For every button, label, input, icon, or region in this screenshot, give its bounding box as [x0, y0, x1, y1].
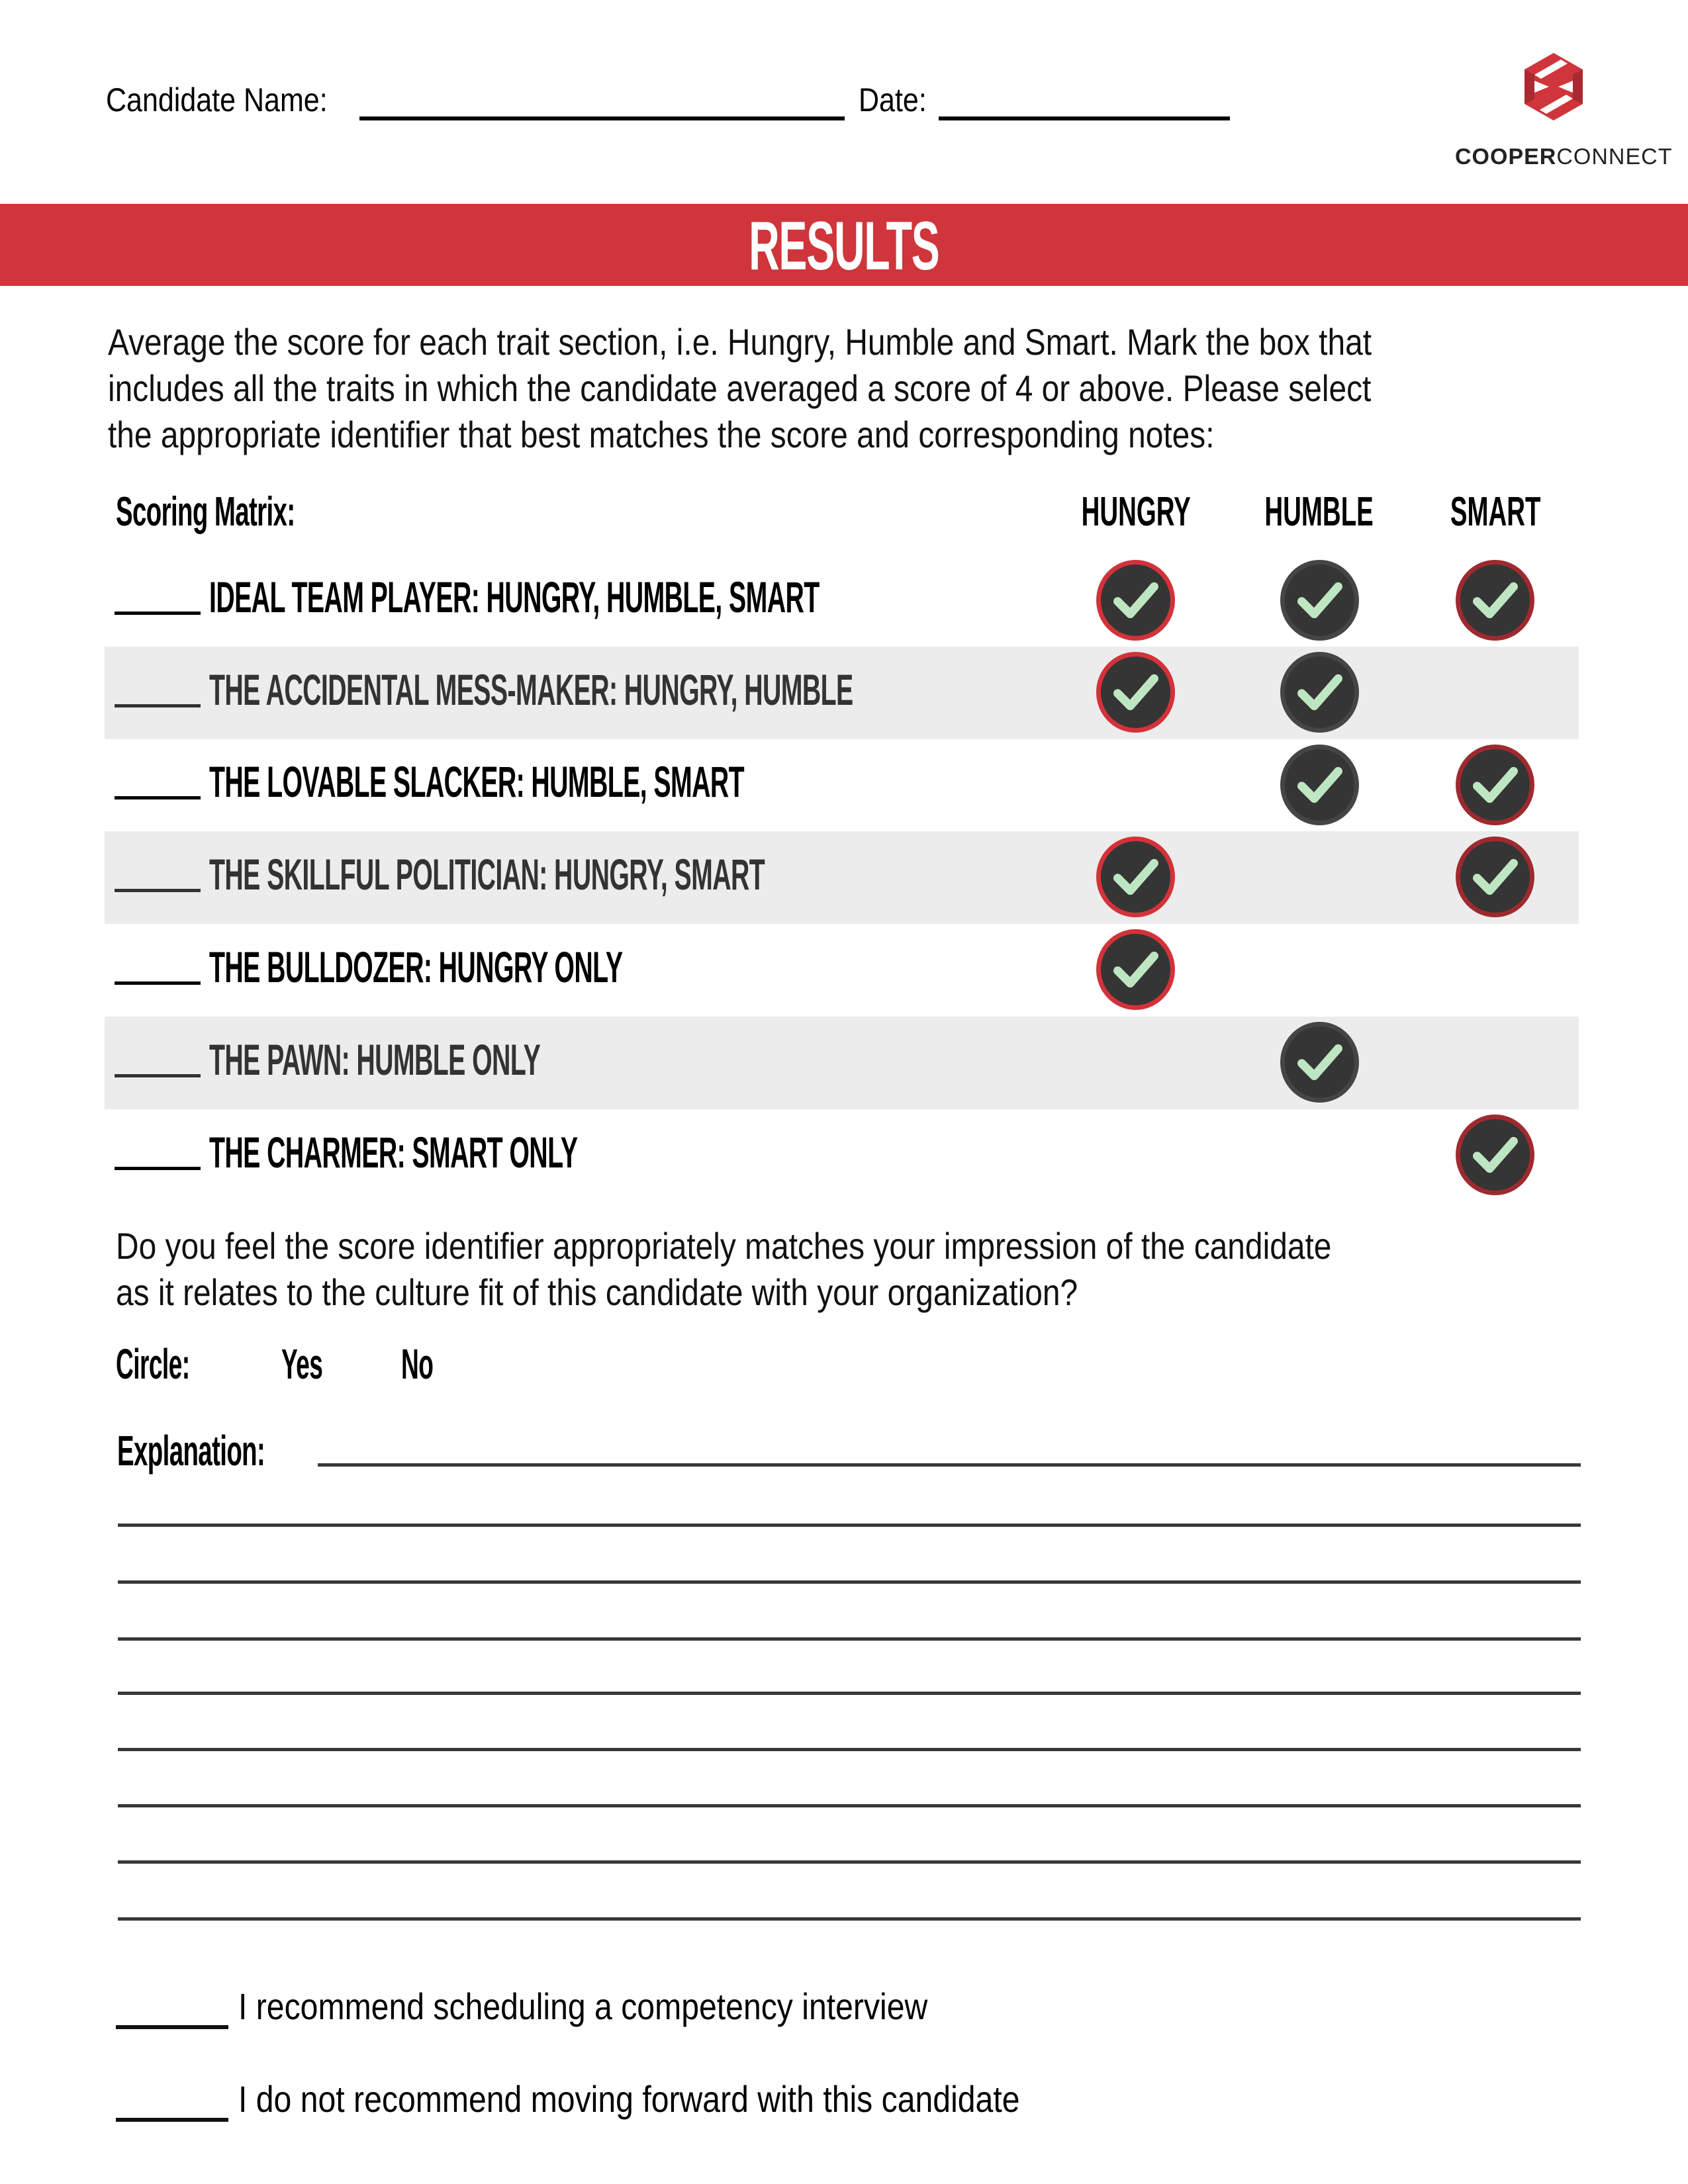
explanation-line[interactable]: [118, 1804, 1581, 1807]
explanation-line[interactable]: [118, 1748, 1581, 1751]
row-checkbox-blank[interactable]: [115, 981, 201, 985]
column-header-hungry: HUNGRY: [1081, 489, 1191, 535]
date-field[interactable]: [939, 116, 1230, 120]
question-line: as it relates to the culture fit of this candidate with your organization?: [116, 1271, 1078, 1313]
banner-title: RESULTS: [749, 208, 939, 285]
brand-light: CONNECT: [1556, 144, 1673, 169]
row-checkbox-blank[interactable]: [115, 889, 201, 892]
scoring-matrix-title: Scoring Matrix:: [116, 489, 295, 535]
row-checkbox-blank[interactable]: [115, 796, 201, 799]
check-circle-icon: [1280, 1022, 1359, 1103]
check-circle-icon: [1096, 560, 1175, 641]
date-label: Date:: [859, 81, 927, 118]
check-circle-icon: [1280, 652, 1359, 733]
matrix-row-bulldozer: [105, 924, 1579, 1017]
culture-fit-question: [116, 1223, 1331, 1316]
check-circle-icon: [1456, 560, 1534, 641]
row-checkbox-blank[interactable]: [115, 1074, 201, 1077]
option-yes[interactable]: Yes: [281, 1340, 323, 1388]
explanation-line[interactable]: [118, 1580, 1581, 1584]
explanation-line[interactable]: [118, 1524, 1581, 1527]
check-circle-icon: [1096, 929, 1175, 1010]
row-checkbox-blank[interactable]: [115, 1167, 201, 1170]
row-label: THE CHARMER: SMART ONLY: [209, 1128, 578, 1177]
explanation-line[interactable]: [118, 1637, 1581, 1641]
check-circle-icon: [1456, 745, 1534, 825]
check-circle-icon: [1096, 652, 1175, 733]
recommendation-do-not-proceed: [116, 2077, 1241, 2123]
column-header-smart: SMART: [1450, 489, 1541, 535]
option-no[interactable]: No: [401, 1340, 434, 1388]
row-label: THE BULLDOZER: HUNGRY ONLY: [209, 942, 623, 991]
check-circle-icon: [1280, 745, 1359, 825]
row-label: THE SKILLFUL POLITICIAN: HUNGRY, SMART: [209, 850, 765, 899]
explanation-line[interactable]: [118, 1917, 1581, 1921]
matrix-row-charmer: [105, 1109, 1579, 1202]
cooperconnect-logo-icon: [1523, 52, 1585, 122]
check-circle-icon: [1280, 560, 1359, 641]
candidate-name-label: Candidate Name:: [106, 81, 328, 118]
check-circle-icon: [1456, 1115, 1534, 1195]
explanation-line[interactable]: [118, 1692, 1581, 1695]
row-checkbox-blank[interactable]: [115, 612, 201, 615]
recommendation-competency-interview: [116, 1984, 1241, 2030]
recommendation-text: I do not recommend moving forward with this candidate: [238, 2078, 1020, 2120]
recommendation-blank[interactable]: [116, 2118, 228, 2122]
recommendation-text: I recommend scheduling a competency interview: [238, 1985, 928, 2027]
circle-label: Circle:: [116, 1340, 190, 1388]
results-banner: [0, 204, 1688, 286]
matrix-row-skillful-politician: [105, 831, 1579, 924]
explanation-field[interactable]: [318, 1463, 1581, 1467]
recommendation-blank[interactable]: [116, 2025, 228, 2029]
brand-bold: COOPER: [1455, 144, 1557, 169]
row-label: IDEAL TEAM PLAYER: HUNGRY, HUMBLE, SMART: [209, 572, 820, 621]
check-circle-icon: [1456, 837, 1534, 917]
instructions-line: includes all the traits in which the candidate averaged a score of 4 or above. Please select: [108, 367, 1372, 409]
check-circle-icon: [1096, 837, 1175, 917]
column-header-humble: HUMBLE: [1264, 489, 1374, 535]
question-line: Do you feel the score identifier appropriately matches your impression of the candidate: [116, 1225, 1332, 1267]
row-label: THE LOVABLE SLACKER: HUMBLE, SMART: [209, 757, 745, 806]
candidate-name-field[interactable]: [359, 116, 845, 120]
cooperconnect-wordmark: [1455, 144, 1672, 170]
instructions-line: the appropriate identifier that best matches the score and corresponding notes:: [108, 414, 1215, 455]
row-label: THE PAWN: HUMBLE ONLY: [209, 1035, 541, 1084]
instructions-paragraph: [108, 319, 1579, 458]
row-checkbox-blank[interactable]: [115, 704, 201, 707]
row-label: THE ACCIDENTAL MESS-MAKER: HUNGRY, HUMBLE: [209, 665, 853, 714]
explanation-line[interactable]: [118, 1860, 1581, 1864]
explanation-label: Explanation:: [117, 1427, 265, 1475]
instructions-line: Average the score for each trait section, i.e. Hungry, Humble and Smart. Mark the box that: [108, 321, 1372, 363]
